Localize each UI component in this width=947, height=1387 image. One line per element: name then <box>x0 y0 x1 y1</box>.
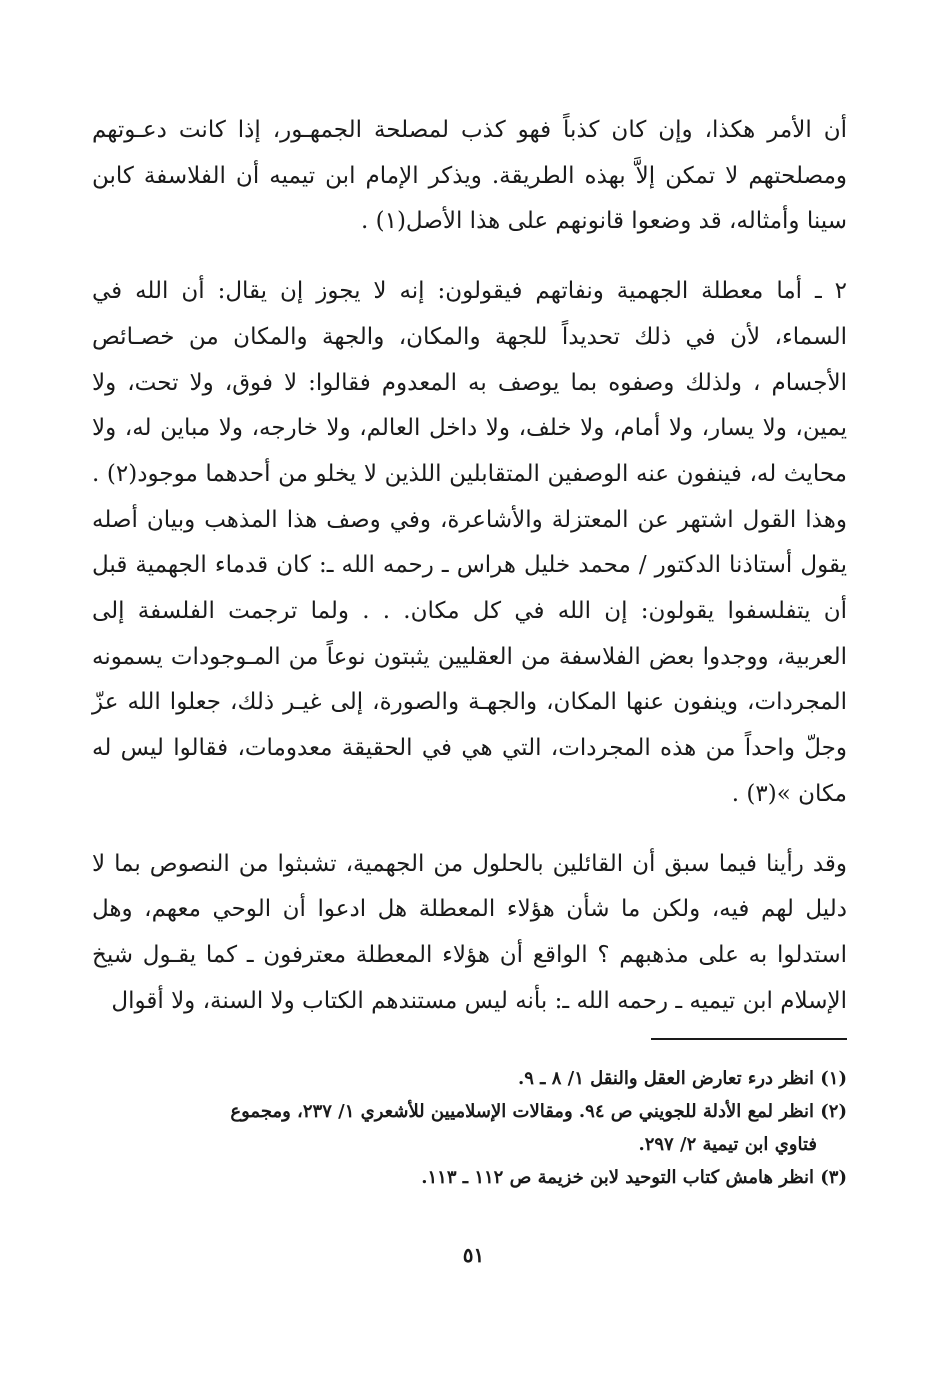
footnote-2-continuation: فتاوي ابن تيمية ٢/ ٢٩٧. <box>638 1134 817 1155</box>
footnotes <box>92 1062 847 1194</box>
page-number: ٥١ <box>462 1243 485 1267</box>
body-paragraph-3: وقد رأينا فيما سبق أن القائلين بالحلول من الجهمية، تشبثوا من النصوص بما لا دليل لهم فيه، ولكن ما شأن هؤلاء المعطلة هل ادعوا أن الوحي معهم، وهل استدلوا به على مذهبهم ؟ الواقع أن هؤلاء المعطلة معترفون ـ كما يقـول شيخ الإسلام ابن تيميه ـ رحمه الله ـ: بأنه ليس مستندهم الكتاب ولا السنة، ولا أقوال <box>92 850 847 1014</box>
footnote-2: (٢) انظر لمع الأدلة للجويني ص ٩٤. ومقالات الإسلاميين للأشعري ١/ ٢٣٧، ومجموع <box>230 1101 847 1122</box>
footnote-1: (١) انظر درء تعارض العقل والنقل ١/ ٨ ـ ٩. <box>517 1068 847 1089</box>
page-body <box>92 108 847 1024</box>
body-paragraph-2: ٢ ـ أما معطلة الجهمية ونفاتهم فيقولون: إنه لا يجوز إن يقال: أن الله في السماء، لأن في ذلك تحديداً للجهة والمكان، والجهة والمكان من خصـائص الأجسام ، ولذلك وصفوه بما يوصف به المعدوم فقالوا: لا فوق، ولا تحت، ولا يمين، ولا يسار، ولا أمام، ولا خلف، ولا داخل العالم، ولا خارجه، ولا مباين له، ولا محايث له، فينفون عنه الوصفين المتقابلين اللذين لا يخلو من أحدهما موجود(٢) . وهذا القول اشتهر عن المعتزلة والأشاعرة، وفي وصف هذا المذهب وبيان أصله يقول أستاذنا الدكتور / محمد خليل هراس ـ رحمه الله ـ: كان قدماء الجهمية قبل أن يتفلسفوا يقولون: إن الله في كل مكان. . . ولما ترجمت الفلسفة إلى العربية، ووجدوا بعض الفلاسفة من العقليين يثبتون نوعاً من المـوجودات يسمونه المجردات، وينفون عنها المكان، والجهـة والصورة، إلى غيـر ذلك، جعلوا الله عزّ وجلّ واحداً من هذه المجردات، التي هي في الحقيقة معدومات، فقالوا ليس له مكان »(٣) . <box>92 278 847 807</box>
footnote-3: (٣) انظر هامش كتاب التوحيد لابن خزيمة ص ١١٢ ـ ١١٣. <box>421 1167 847 1188</box>
body-paragraph-1: أن الأمر هكذا، وإن كان كذباً فهو كذب لمصلحة الجمهـور، إذا كانت دعـوتهم ومصلحتهم لا تمكن إلاَّ بهذه الطريقة. ويذكر الإمام ابن تيميه أن الفلاسفة كابن سينا وأمثاله، قد وضعوا قانونهم على هذا الأصل(١) . <box>92 117 847 235</box>
footnote-divider <box>651 1038 847 1040</box>
